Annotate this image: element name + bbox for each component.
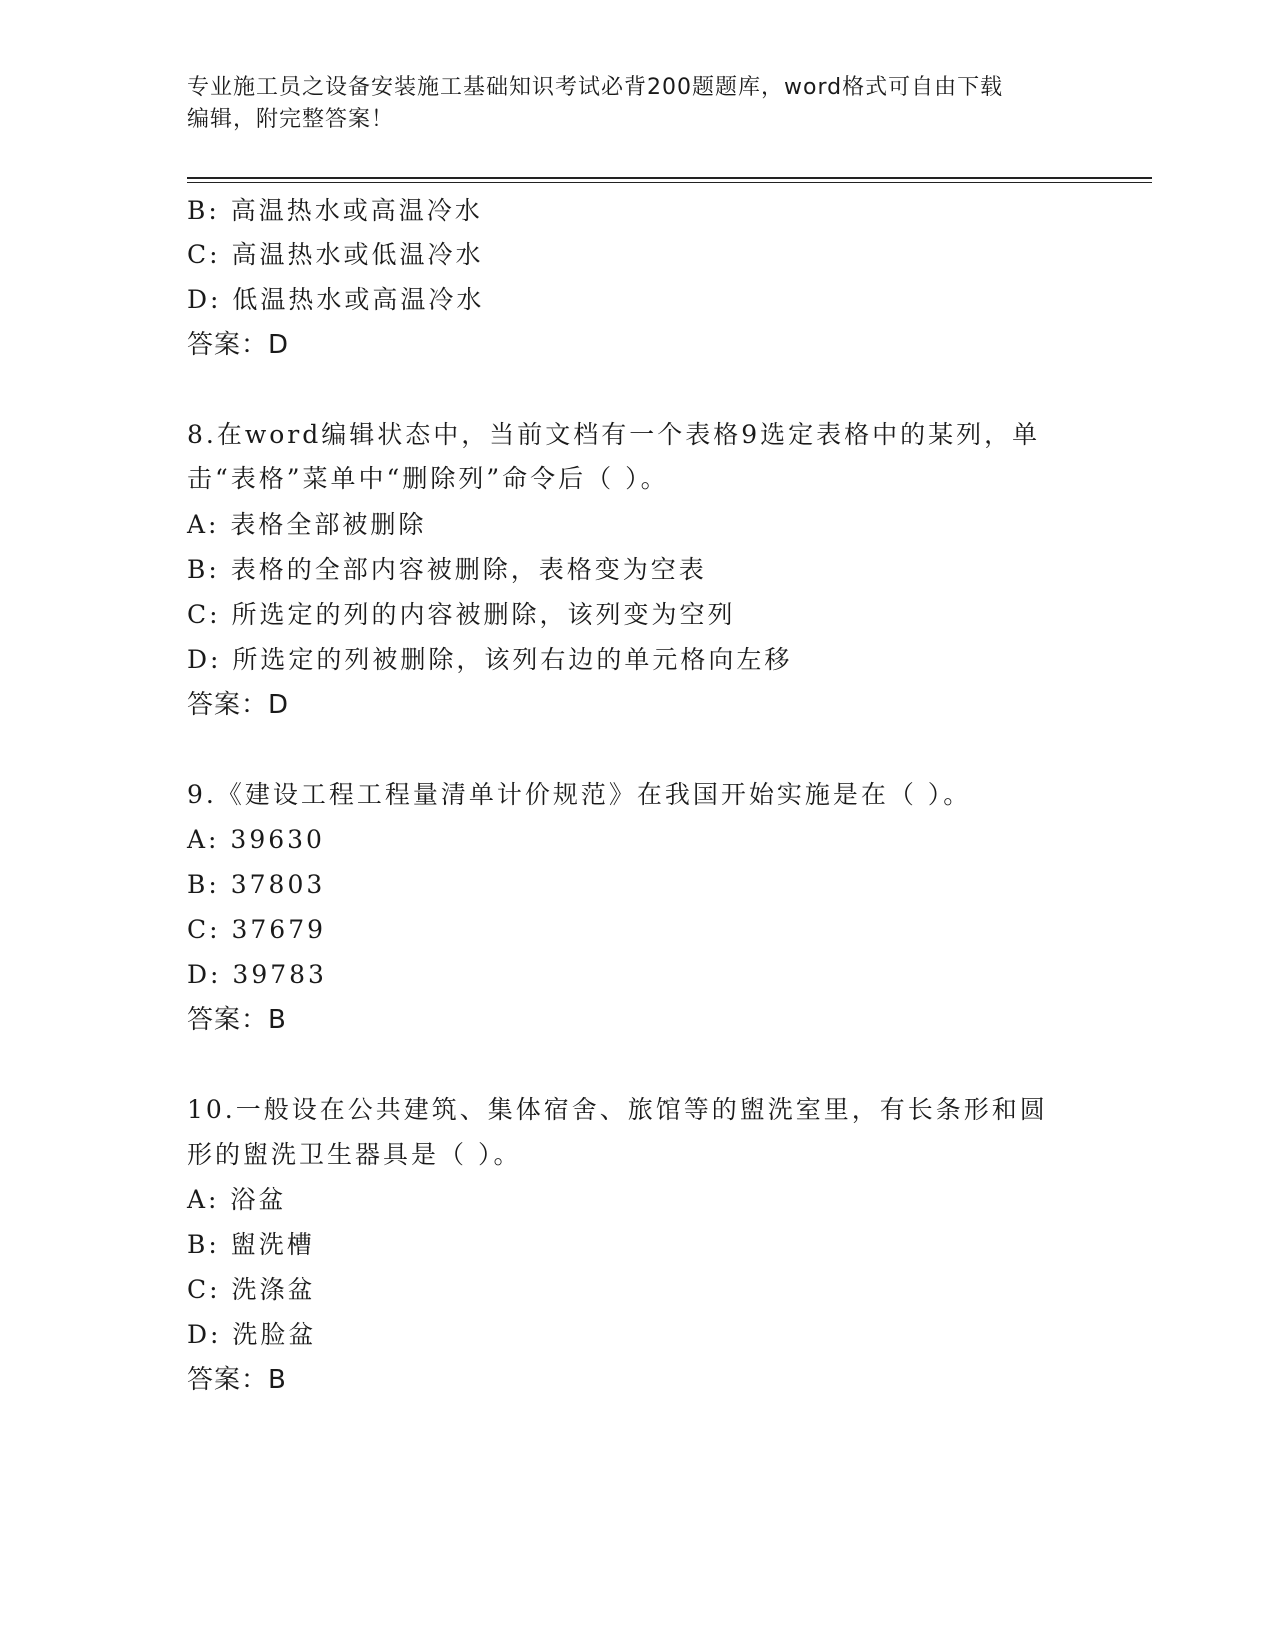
q8-option-c: C: 所选定的列的内容被删除，该列变为空列 bbox=[187, 600, 736, 629]
q10-stem-line-2: 形的盥洗卫生器具是（ ）。 bbox=[187, 1140, 522, 1169]
q10-stem-line-1: 10.一般设在公共建筑、集体宿舍、旅馆等的盥洗室里，有长条形和圆 bbox=[187, 1095, 1048, 1124]
q10-answer: 答案：B bbox=[187, 1365, 287, 1395]
q10-option-c: C: 洗涤盆 bbox=[187, 1275, 316, 1304]
q7-option-c: C: 高温热水或低温冷水 bbox=[187, 240, 484, 269]
q9-option-a: A: 39630 bbox=[187, 825, 325, 854]
header-title-line-1: 专业施工员之设备安装施工基础知识考试必背200题题库，word格式可自由下载 bbox=[187, 75, 1004, 100]
q9-answer: 答案：B bbox=[187, 1005, 287, 1035]
q8-stem-line-1: 8.在word编辑状态中，当前文档有一个表格9选定表格中的某列，单 bbox=[187, 420, 1041, 449]
q8-option-a: A: 表格全部被删除 bbox=[187, 510, 427, 539]
q8-option-d: D: 所选定的列被删除，该列右边的单元格向左移 bbox=[187, 645, 793, 674]
q9-stem: 9.《建设工程工程量清单计价规范》在我国开始实施是在（ ）。 bbox=[187, 780, 972, 809]
header-title-line-2: 编辑，附完整答案！ bbox=[187, 107, 395, 132]
q8-answer: 答案：D bbox=[187, 690, 290, 720]
q10-option-b: B: 盥洗槽 bbox=[187, 1230, 315, 1259]
q7-option-b: B: 高温热水或高温冷水 bbox=[187, 196, 483, 225]
header-divider-thick bbox=[187, 177, 1152, 179]
q7-answer: 答案：D bbox=[187, 330, 290, 360]
q9-option-b: B: 37803 bbox=[187, 870, 326, 899]
q9-option-d: D: 39783 bbox=[187, 960, 327, 989]
q10-option-d: D: 洗脸盆 bbox=[187, 1320, 317, 1349]
q8-stem-line-2: 击“表格”菜单中“删除列”命令后（ ）。 bbox=[187, 464, 669, 493]
header-divider-thin bbox=[187, 182, 1152, 183]
q10-option-a: A: 浴盆 bbox=[187, 1185, 287, 1214]
q7-option-d: D: 低温热水或高温冷水 bbox=[187, 285, 485, 314]
q8-option-b: B: 表格的全部内容被删除，表格变为空表 bbox=[187, 555, 707, 584]
document-header bbox=[187, 72, 1067, 136]
q9-option-c: C: 37679 bbox=[187, 915, 327, 944]
